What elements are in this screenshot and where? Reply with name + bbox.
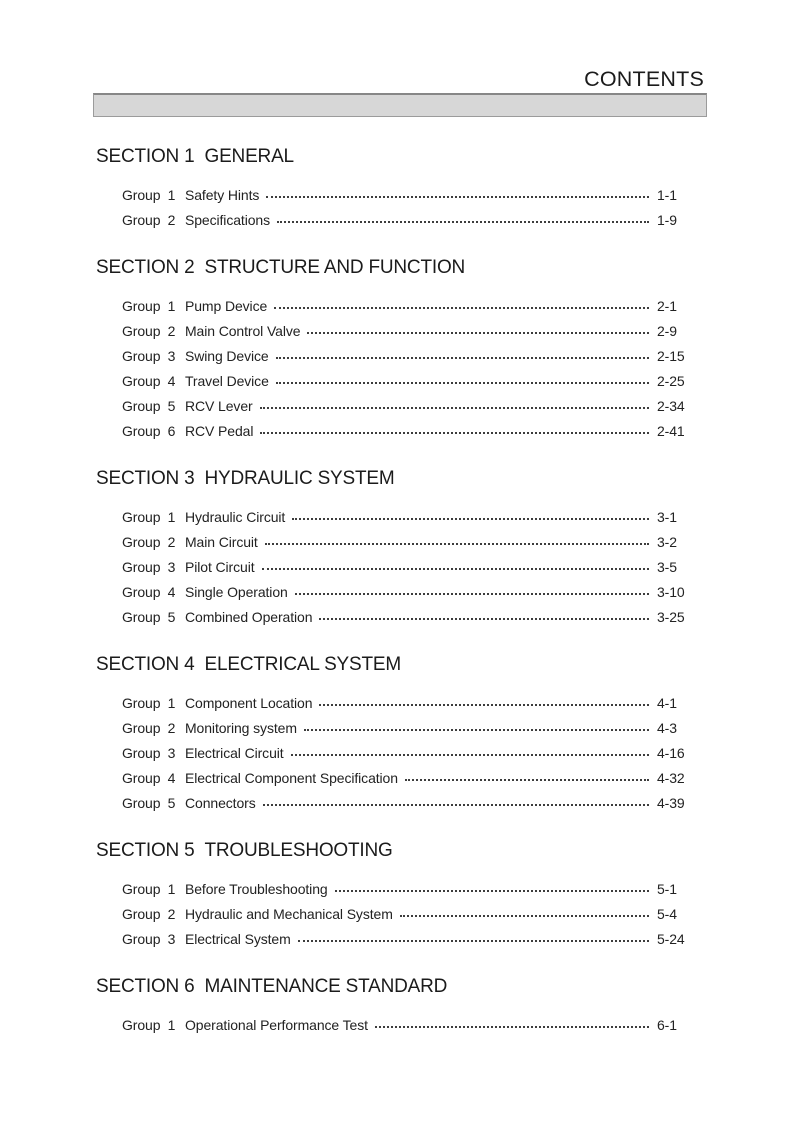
dot-leader bbox=[292, 518, 649, 520]
page-number: 1-9 bbox=[657, 211, 677, 228]
toc-entry[interactable] bbox=[96, 529, 707, 554]
dot-leader bbox=[405, 779, 649, 781]
toc-entry[interactable] bbox=[96, 207, 707, 232]
toc-entry[interactable] bbox=[96, 418, 707, 443]
group-label: Group bbox=[122, 583, 161, 600]
group-number: 2 bbox=[167, 905, 176, 922]
page-number: 3-10 bbox=[657, 583, 685, 600]
group-number: 1 bbox=[167, 880, 176, 897]
toc-entry[interactable] bbox=[96, 901, 707, 926]
dot-leader bbox=[304, 729, 649, 731]
group-label: Group bbox=[122, 1016, 161, 1033]
page-number: 3-2 bbox=[657, 533, 677, 550]
toc-entry[interactable] bbox=[96, 182, 707, 207]
dot-leader bbox=[319, 704, 649, 706]
group-title: Electrical Component Specification bbox=[185, 769, 398, 786]
page-number: 4-16 bbox=[657, 744, 685, 761]
toc-entry[interactable] bbox=[96, 790, 707, 815]
group-number: 5 bbox=[167, 608, 176, 625]
section-heading bbox=[96, 841, 707, 860]
group-number: 3 bbox=[167, 347, 176, 364]
toc-entry[interactable] bbox=[96, 604, 707, 629]
page-header bbox=[93, 66, 707, 117]
group-title: RCV Lever bbox=[185, 397, 253, 414]
group-number: 3 bbox=[167, 744, 176, 761]
group-number: 4 bbox=[167, 583, 176, 600]
page-number: 4-32 bbox=[657, 769, 685, 786]
toc-entry[interactable] bbox=[96, 504, 707, 529]
toc-entry[interactable] bbox=[96, 715, 707, 740]
group-title: Travel Device bbox=[185, 372, 269, 389]
group-label: Group bbox=[122, 744, 161, 761]
page-number: 5-24 bbox=[657, 930, 685, 947]
toc-entry[interactable] bbox=[96, 740, 707, 765]
group-title: Swing Device bbox=[185, 347, 269, 364]
group-title: Monitoring system bbox=[185, 719, 297, 736]
page-number: 2-15 bbox=[657, 347, 685, 364]
page-number: 4-3 bbox=[657, 719, 677, 736]
section-heading bbox=[96, 469, 707, 488]
dot-leader bbox=[276, 357, 649, 359]
group-number: 1 bbox=[167, 508, 176, 525]
section-hydraulic-system bbox=[96, 469, 707, 629]
group-label: Group bbox=[122, 794, 161, 811]
group-title: Specifications bbox=[185, 211, 270, 228]
group-label: Group bbox=[122, 719, 161, 736]
section-label: SECTION 3 bbox=[96, 468, 195, 489]
dot-leader bbox=[291, 754, 649, 756]
group-title: Hydraulic Circuit bbox=[185, 508, 286, 525]
group-number: 1 bbox=[167, 694, 176, 711]
section-structure-and-function bbox=[96, 258, 707, 443]
group-label: Group bbox=[122, 930, 161, 947]
group-number: 1 bbox=[167, 297, 176, 314]
page-number: 3-5 bbox=[657, 558, 677, 575]
toc-entry[interactable] bbox=[96, 876, 707, 901]
toc-entry[interactable] bbox=[96, 393, 707, 418]
group-title: Pilot Circuit bbox=[185, 558, 255, 575]
page-number: 2-1 bbox=[657, 297, 677, 314]
toc-entry[interactable] bbox=[96, 368, 707, 393]
section-title: MAINTENANCE STANDARD bbox=[204, 976, 448, 997]
group-title: Before Troubleshooting bbox=[185, 880, 328, 897]
group-number: 5 bbox=[167, 794, 176, 811]
group-label: Group bbox=[122, 372, 161, 389]
group-label: Group bbox=[122, 297, 161, 314]
section-title: HYDRAULIC SYSTEM bbox=[204, 468, 395, 489]
group-title: Hydraulic and Mechanical System bbox=[185, 905, 393, 922]
group-label: Group bbox=[122, 508, 161, 525]
page-number: 5-1 bbox=[657, 880, 677, 897]
toc-entry[interactable] bbox=[96, 765, 707, 790]
page-number: 2-34 bbox=[657, 397, 685, 414]
dot-leader bbox=[375, 1026, 649, 1028]
group-number: 4 bbox=[167, 372, 176, 389]
section-maintenance-standard bbox=[96, 977, 707, 1037]
group-label: Group bbox=[122, 558, 161, 575]
section-label: SECTION 5 bbox=[96, 840, 195, 861]
group-number: 2 bbox=[167, 322, 176, 339]
section-title: ELECTRICAL SYSTEM bbox=[204, 654, 401, 675]
group-number: 6 bbox=[167, 422, 176, 439]
page-number: 2-41 bbox=[657, 422, 685, 439]
group-number: 3 bbox=[167, 558, 176, 575]
dot-leader bbox=[307, 332, 649, 334]
section-title: TROUBLESHOOTING bbox=[204, 840, 393, 861]
group-label: Group bbox=[122, 880, 161, 897]
dot-leader bbox=[335, 890, 649, 892]
group-label: Group bbox=[122, 347, 161, 364]
page-number: 2-9 bbox=[657, 322, 677, 339]
group-title: Electrical System bbox=[185, 930, 291, 947]
dot-leader bbox=[260, 432, 649, 434]
group-label: Group bbox=[122, 322, 161, 339]
page-number: 2-25 bbox=[657, 372, 685, 389]
section-label: SECTION 2 bbox=[96, 257, 195, 278]
table-of-contents bbox=[96, 147, 707, 1037]
dot-leader bbox=[298, 940, 649, 942]
group-title: Pump Device bbox=[185, 297, 268, 314]
section-title: STRUCTURE AND FUNCTION bbox=[204, 257, 466, 278]
group-number: 2 bbox=[167, 211, 176, 228]
section-label: SECTION 1 bbox=[96, 146, 195, 167]
page-number: 3-25 bbox=[657, 608, 685, 625]
group-label: Group bbox=[122, 211, 161, 228]
group-title: Main Circuit bbox=[185, 533, 258, 550]
section-heading bbox=[96, 977, 707, 996]
group-title: Main Control Valve bbox=[185, 322, 301, 339]
group-number: 2 bbox=[167, 719, 176, 736]
group-title: Component Location bbox=[185, 694, 313, 711]
page-number: 5-4 bbox=[657, 905, 677, 922]
dot-leader bbox=[319, 618, 649, 620]
group-label: Group bbox=[122, 397, 161, 414]
dot-leader bbox=[263, 804, 649, 806]
group-number: 2 bbox=[167, 533, 176, 550]
section-label: SECTION 4 bbox=[96, 654, 195, 675]
group-label: Group bbox=[122, 533, 161, 550]
group-title: RCV Pedal bbox=[185, 422, 254, 439]
dot-leader bbox=[266, 196, 649, 198]
toc-entry[interactable] bbox=[96, 343, 707, 368]
dot-leader bbox=[400, 915, 649, 917]
section-heading bbox=[96, 655, 707, 674]
group-label: Group bbox=[122, 905, 161, 922]
group-label: Group bbox=[122, 694, 161, 711]
toc-entry[interactable] bbox=[96, 579, 707, 604]
dot-leader bbox=[262, 568, 650, 570]
toc-entry[interactable] bbox=[96, 1012, 707, 1037]
group-title: Connectors bbox=[185, 794, 256, 811]
group-title: Single Operation bbox=[185, 583, 288, 600]
group-number: 1 bbox=[167, 186, 176, 203]
header-bar bbox=[93, 93, 707, 117]
dot-leader bbox=[265, 543, 649, 545]
dot-leader bbox=[295, 593, 649, 595]
section-electrical-system bbox=[96, 655, 707, 815]
group-number: 3 bbox=[167, 930, 176, 947]
group-title: Safety Hints bbox=[185, 186, 260, 203]
toc-entry[interactable] bbox=[96, 293, 707, 318]
dot-leader bbox=[277, 221, 649, 223]
section-title: GENERAL bbox=[204, 146, 294, 167]
section-heading bbox=[96, 147, 707, 166]
group-title: Electrical Circuit bbox=[185, 744, 284, 761]
group-number: 1 bbox=[167, 1016, 176, 1033]
group-title: Combined Operation bbox=[185, 608, 313, 625]
group-label: Group bbox=[122, 422, 161, 439]
page-number: 3-1 bbox=[657, 508, 677, 525]
page-number: 6-1 bbox=[657, 1016, 677, 1033]
group-title: Operational Performance Test bbox=[185, 1016, 368, 1033]
dot-leader bbox=[260, 407, 649, 409]
group-label: Group bbox=[122, 769, 161, 786]
page-number: 4-39 bbox=[657, 794, 685, 811]
page-number: 1-1 bbox=[657, 186, 677, 203]
dot-leader bbox=[276, 382, 649, 384]
group-label: Group bbox=[122, 186, 161, 203]
section-general bbox=[96, 147, 707, 232]
section-troubleshooting bbox=[96, 841, 707, 951]
group-number: 4 bbox=[167, 769, 176, 786]
page-title: CONTENTS bbox=[584, 67, 704, 91]
toc-entry[interactable] bbox=[96, 318, 707, 343]
group-label: Group bbox=[122, 608, 161, 625]
page-number: 4-1 bbox=[657, 694, 677, 711]
section-heading bbox=[96, 258, 707, 277]
dot-leader bbox=[274, 307, 649, 309]
group-number: 5 bbox=[167, 397, 176, 414]
toc-entry[interactable] bbox=[96, 554, 707, 579]
toc-entry[interactable] bbox=[96, 926, 707, 951]
section-label: SECTION 6 bbox=[96, 976, 195, 997]
toc-entry[interactable] bbox=[96, 690, 707, 715]
